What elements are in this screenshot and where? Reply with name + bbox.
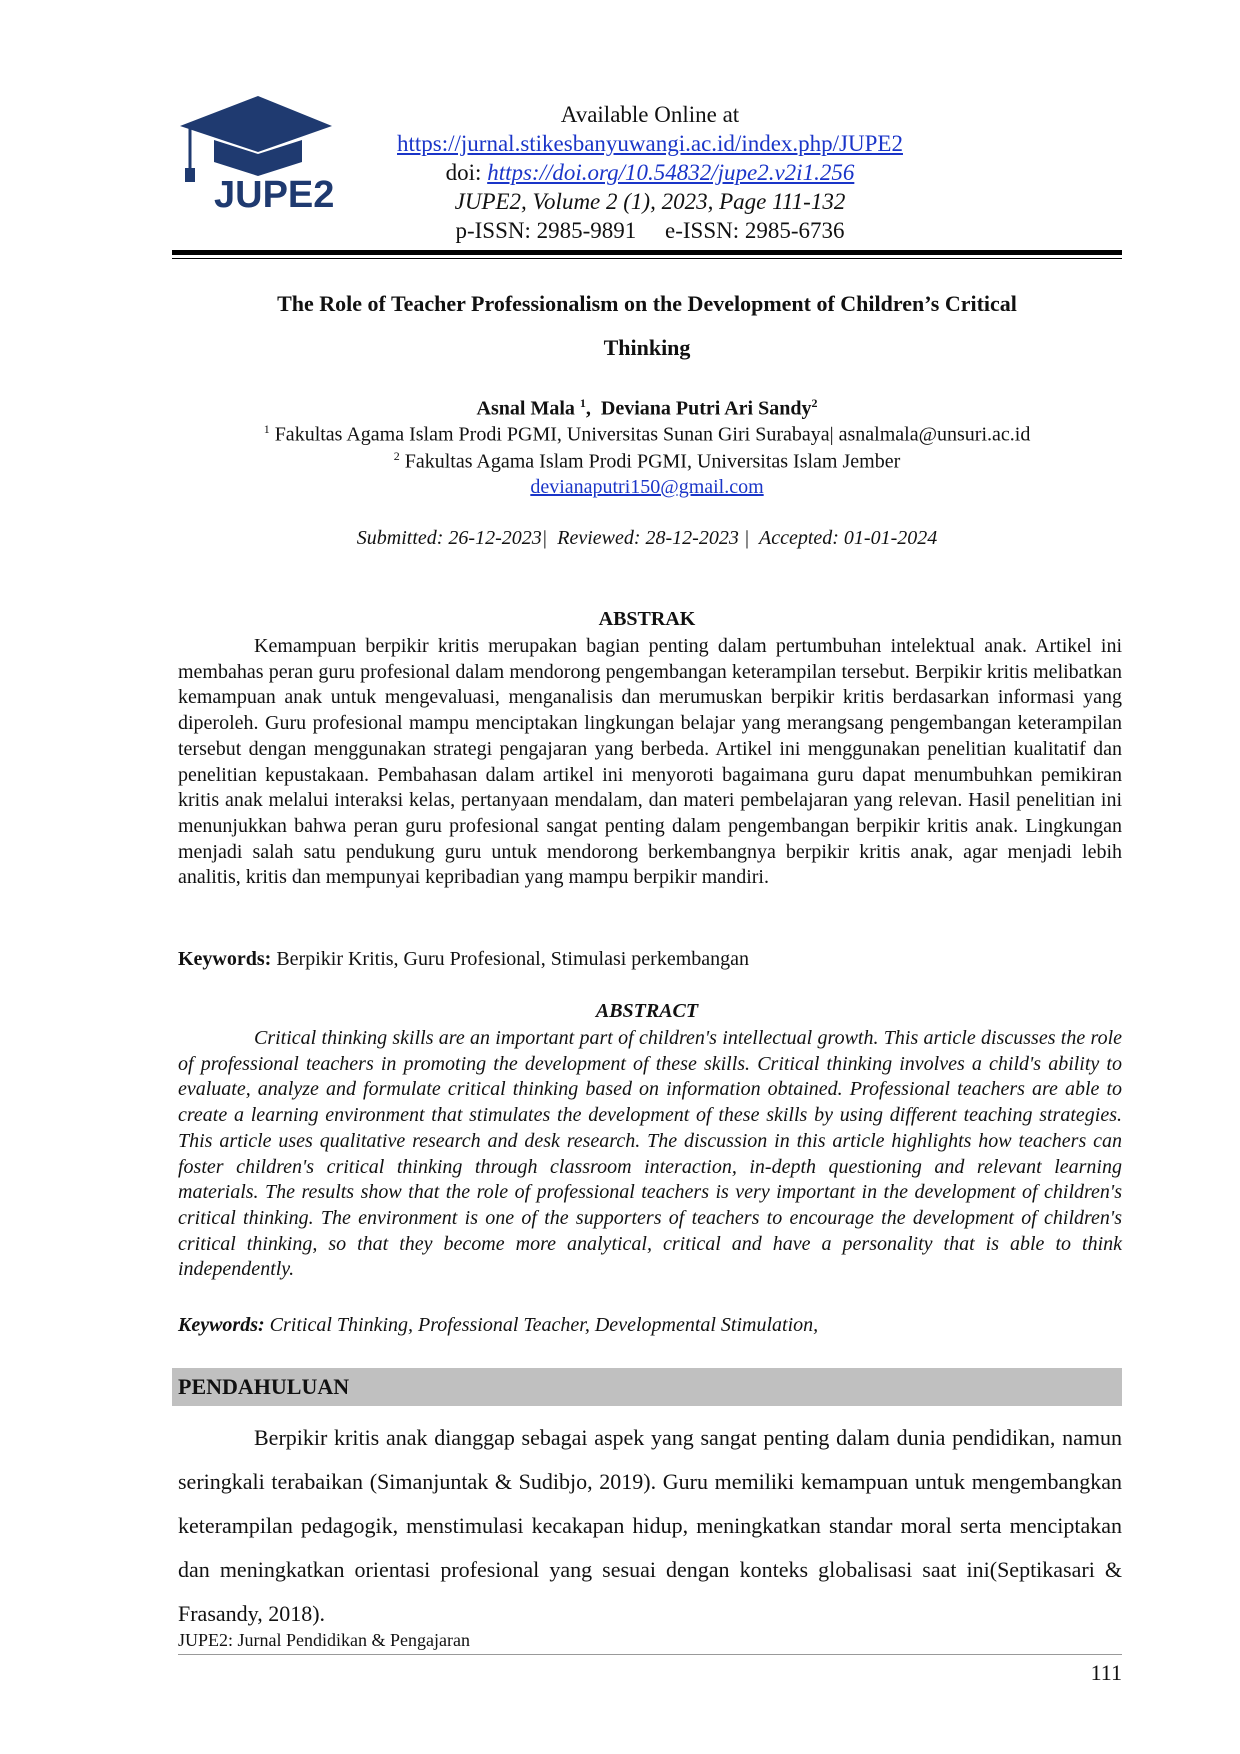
footer-rule (178, 1654, 1122, 1655)
doi-label: doi: (445, 160, 488, 185)
affiliation-1-text: Fakultas Agama Islam Prodi PGMI, Universitas Sunan Giri Surabaya| asnalmala@unsuri.ac.id (269, 423, 1031, 446)
issn-info: p-ISSN: 2985-9891 e-ISSN: 2985-6736 (455, 218, 845, 243)
email-link[interactable]: devianaputri150@gmail.com (530, 476, 764, 498)
abstrak-keywords (178, 948, 1122, 971)
affiliation-2-email (172, 476, 1122, 499)
affiliation-2-text: Fakultas Agama Islam Prodi PGMI, Universitas Islam Jember (399, 450, 901, 473)
logo-text: JUPE2 (214, 174, 335, 216)
submission-dates: Submitted: 26-12-2023| Reviewed: 28-12-2023 | Accepted: 01-01-2024 (356, 527, 938, 549)
article-title (172, 282, 1122, 370)
header-rule-thick (172, 250, 1122, 255)
author-1-sup: 1 (579, 396, 586, 410)
journal-url-link[interactable]: https://jurnal.stikesbanyuwangi.ac.id/index.php/JUPE2 (397, 131, 903, 156)
abstract-text: Critical thinking skills are an important part of children's intellectual growth. This article discusses the role of professional teachers in promoting the development of these skills. Critical thinking involves a child's ability to evaluate, analyze and formulate critical thinking based on information obtained. Professional teachers are able to create a learning environment that stimulates the development of these skills by using different teaching strategies. This article uses qualitative research and desk research. The discussion in this article highlights how teachers can foster children's critical thinking through classroom interaction, in-depth questioning and relevant learning materials. The results show that the role of professional teachers is very important in the development of children's critical thinking. The environment is one of the supporters of teachers to encourage the development of children's critical thinking, so that they become more analytical, critical and have a personality that is able to think independently. (178, 1027, 1122, 1281)
affiliation-2 (172, 449, 1122, 474)
abstract-keywords-text: Critical Thinking, Professional Teacher, Developmental Stimulation, (264, 1314, 819, 1336)
doi-link[interactable]: https://doi.org/10.54832/jupe2.v2i1.256 (487, 160, 855, 185)
abstrak-heading: ABSTRAK (598, 608, 696, 630)
authors-line (172, 396, 1122, 421)
title-line-1: The Role of Teacher Professionalism on the Development of Children’s Critical (277, 291, 1017, 316)
footer-journal: JUPE2: Jurnal Pendidikan & Pengajaran (178, 1630, 470, 1650)
affiliation-1 (172, 422, 1122, 447)
abstrak-text: Kemampuan berpikir kritis merupakan bagian penting dalam pertumbuhan intelektual anak. Artikel ini membahas peran guru profesional dalam mendorong pengembangan keterampilan tersebut. Berpikir kritis melibatkan kemampuan anak untuk mengevaluasi, menganalisis dan merumuskan berpikir kritis berdasarkan informasi yang diperoleh. Guru profesional mampu menciptakan lingkungan belajar yang merangsang pengembangan keterampilan tersebut dengan menggunakan strategi pengajaran yang berbeda. Artikel ini menggunakan penelitian kualitatif dan penelitian kepustakaan. Pembahasan dalam artikel ini menyoroti bagaimana guru dapat menumbuhkan pemikiran kritis anak melalui interaksi kelas, pertanyaan mendalam, dan materi pembelajaran yang relevan. Hasil penelitian ini menunjukkan bahwa peran guru profesional sangat penting dalam pengembangan berpikir kritis anak. Lingkungan menjadi salah satu pendukung guru untuk mendorong berkembangnya berpikir kritis anak, agar menjadi lebih analitis, kritis dan mempunyai kepribadian yang mampu berpikir mandiri. (178, 635, 1122, 889)
affiliation-1-sup: 1 (263, 422, 270, 436)
abstract-keywords-label: Keywords: (178, 1314, 265, 1336)
pendahuluan-text: Berpikir kritis anak dianggap sebagai aspek yang sangat penting dalam dunia pendidikan, namun seringkali terabaikan (Simanjuntak & Sudibjo, 2019). Guru memiliki kemampuan untuk mengembangkan keterampilan pedagogik, menstimulasi kecakapan hidup, meningkatkan standar moral serta menciptakan dan meningkatkan orientasi profesional yang sesuai dengan konteks globalisasi saat ini(Septikasari & Frasandy, 2018). (178, 1425, 1122, 1626)
abstrak-keywords-text: Berpikir Kritis, Guru Profesional, Stimulasi perkembangan (271, 948, 750, 970)
page-number: 111 (1090, 1660, 1122, 1685)
header-rule-thin (172, 258, 1122, 259)
author-1: Asnal Mala (476, 397, 580, 420)
journal-header (330, 100, 970, 245)
abstrak-keywords-label: Keywords: (178, 948, 272, 970)
available-online: Available Online at (560, 102, 740, 127)
title-line-2: Thinking (603, 335, 691, 360)
author-sep: , (585, 397, 601, 420)
affiliation-2-sup: 2 (393, 449, 400, 463)
abstract-heading: ABSTRACT (595, 1000, 699, 1022)
volume-info: JUPE2, Volume 2 (1), 2023, Page 111-132 (454, 189, 846, 214)
abstract-keywords (178, 1314, 1122, 1337)
author-2-sup: 2 (811, 396, 818, 410)
pendahuluan-heading: PENDAHULUAN (172, 1368, 1122, 1406)
author-2: Deviana Putri Ari Sandy (600, 397, 812, 420)
journal-logo (176, 92, 336, 220)
doi-line (330, 158, 970, 187)
